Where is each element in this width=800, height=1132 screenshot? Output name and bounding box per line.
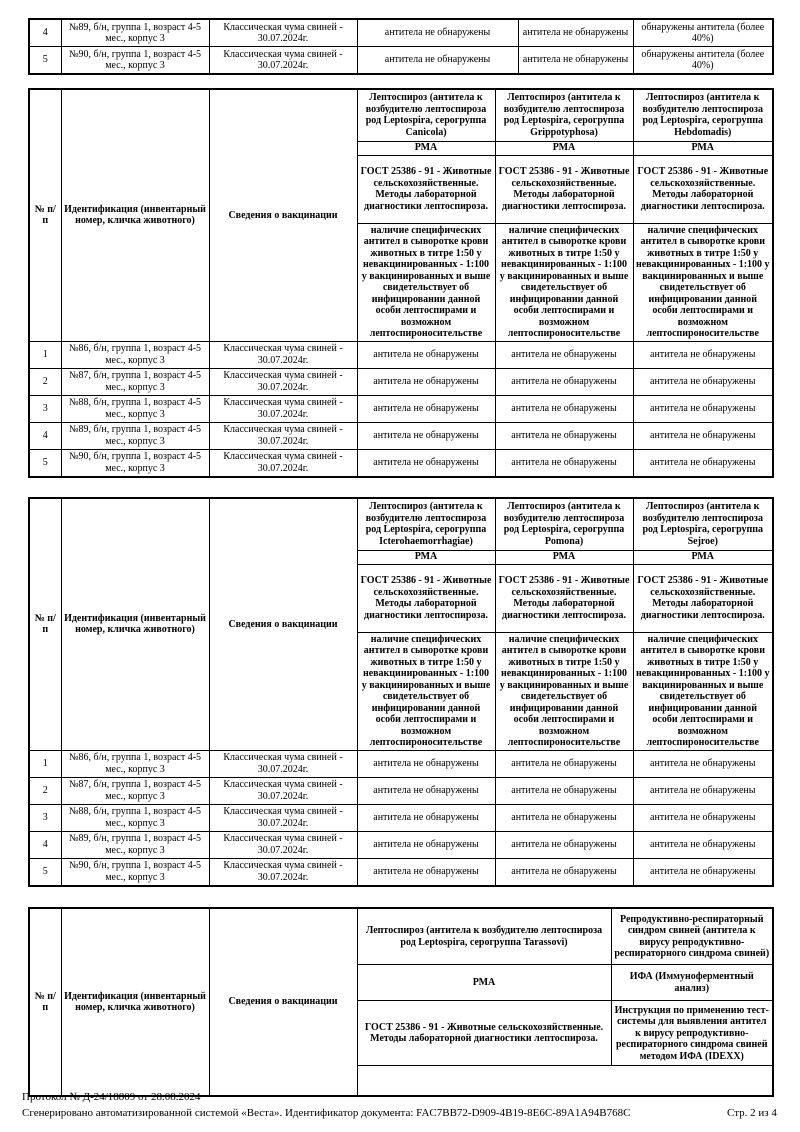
row-number: 2 [29,777,61,804]
result: антитела не обнаружены [495,395,633,422]
result: антитела не обнаружены [495,831,633,858]
result: антитела не обнаружены [633,449,773,477]
header-number: № п/п [29,89,61,341]
row-number: 4 [29,422,61,449]
tarassovi-prrs-table [28,907,774,1097]
table-row [29,804,773,831]
animal-id: №86, б/н, группа 1, возраст 4-5 мес., корпус 3 [61,750,209,777]
method: РМА [633,141,773,155]
criterion: наличие специфических антител в сыворотке крови животных в титре 1:50 у невакцинированных - 1:100 у вакцинированных и выше свидетельствует об инфицировании данной особи лептоспирами и возможном лептоспироносительстве [633,632,773,750]
result: антитела не обнаружены [495,858,633,886]
vaccination: Классическая чума свиней - 30.07.2024г. [209,368,357,395]
result: антитела не обнаружены [357,449,495,477]
method: РМА [495,550,633,564]
animal-id: №90, б/н, группа 1, возраст 4-5 мес., корпус 3 [61,47,209,75]
result: антитела не обнаружены [357,19,518,47]
vaccination: Классическая чума свиней - 30.07.2024г. [209,395,357,422]
header-vaccination: Сведения о вакцинации [209,498,357,750]
disease-header: Репродуктивно-респираторный синдром свиней (антитела к вирусу репродуктивно-респираторного синдрома свиней) [611,908,773,965]
row-number: 4 [29,19,61,47]
vaccination: Классическая чума свиней - 30.07.2024г. [209,449,357,477]
method: РМА [495,141,633,155]
header-identification: Идентификация (инвентарный номер, кличка животного) [61,908,209,1096]
disease-header: Лептоспироз (антитела к возбудителю лептоспироза род Leptospira, серогруппа Tarassovi) [357,908,611,965]
result: антитела не обнаружены [357,395,495,422]
animal-id: №87, б/н, группа 1, возраст 4-5 мес., корпус 3 [61,368,209,395]
result: антитела не обнаружены [357,368,495,395]
standard: ГОСТ 25386 - 91 - Животные сельскохозяйственные. Методы лабораторной диагностики лептоспироза. [357,564,495,632]
vaccination: Классическая чума свиней - 30.07.2024г. [209,750,357,777]
method: РМА [633,550,773,564]
header-vaccination: Сведения о вакцинации [209,89,357,341]
result: антитела не обнаружены [495,341,633,368]
animal-id: №89, б/н, группа 1, возраст 4-5 мес., корпус 3 [61,422,209,449]
result: антитела не обнаружены [495,368,633,395]
animal-id: №90, б/н, группа 1, возраст 4-5 мес., корпус 3 [61,449,209,477]
row-number: 4 [29,831,61,858]
result: антитела не обнаружены [357,47,518,75]
row-number: 5 [29,858,61,886]
leptospirosis-table-2 [28,497,774,887]
result: антитела не обнаружены [495,750,633,777]
table-row [29,831,773,858]
table-row [29,395,773,422]
result: антитела не обнаружены [357,831,495,858]
disease-header: Лептоспироз (антитела к возбудителю лептоспироза род Leptospira, серогруппа Hebdomadis) [633,89,773,141]
result: антитела не обнаружены [633,395,773,422]
result: антитела не обнаружены [633,831,773,858]
disease-header: Лептоспироз (антитела к возбудителю лептоспироза род Leptospira, серогруппа Sejroe) [633,498,773,550]
result: антитела не обнаружены [495,449,633,477]
header-identification: Идентификация (инвентарный номер, кличка животного) [61,89,209,341]
criterion: наличие специфических антител в сыворотке крови животных в титре 1:50 у невакцинированных - 1:100 у вакцинированных и выше свидетельствует об инфицировании данной особи лептоспирами и возможном лептоспироносительстве [357,632,495,750]
result: обнаружены антитела (более 40%) [633,19,773,47]
table-row [29,422,773,449]
generated-note: Сгенерировано автоматизированной системой «Веста». Идентификатор документа: FAC7BB72-D909-4B19-8E6C-89A1A94B768C [22,1107,631,1119]
disease-header: Лептоспироз (антитела к возбудителю лептоспироза род Leptospira, серогруппа Grippotyphosa) [495,89,633,141]
animal-id: №88, б/н, группа 1, возраст 4-5 мес., корпус 3 [61,804,209,831]
header-vaccination: Сведения о вакцинации [209,908,357,1096]
result: антитела не обнаружены [495,804,633,831]
protocol-number: Протокол № Д-24/18809 от 28.08.2024 [22,1091,201,1103]
result: антитела не обнаружены [633,750,773,777]
method: РМА [357,141,495,155]
result: антитела не обнаружены [633,341,773,368]
header-number: № п/п [29,498,61,750]
vaccination: Классическая чума свиней - 30.07.2024г. [209,831,357,858]
method: ИФА (Иммуноферментный анализ) [611,965,773,1001]
result: антитела не обнаружены [357,777,495,804]
vaccination: Классическая чума свиней - 30.07.2024г. [209,777,357,804]
row-number: 1 [29,341,61,368]
result: антитела не обнаружены [357,750,495,777]
row-number: 3 [29,804,61,831]
vaccination: Классическая чума свиней - 30.07.2024г. [209,858,357,886]
row-number: 3 [29,395,61,422]
standard: ГОСТ 25386 - 91 - Животные сельскохозяйственные. Методы лабораторной диагностики лептоспироза. [633,564,773,632]
method: РМА [357,965,611,1001]
leptospirosis-table-1 [28,88,774,478]
standard: Инструкция по применению тест-системы для выявления антител к вирусу репродуктивно-респираторного синдрома свиней методом ИФА (IDEXX) [611,1001,773,1066]
result: антитела не обнаружены [357,422,495,449]
result: антитела не обнаружены [518,19,633,47]
disease-header: Лептоспироз (антитела к возбудителю лептоспироза род Leptospira, серогруппа Pomona) [495,498,633,550]
table-row [29,341,773,368]
table-row [29,858,773,886]
table-row [29,777,773,804]
animal-id: №90, б/н, группа 1, возраст 4-5 мес., корпус 3 [61,858,209,886]
criterion: наличие специфических антител в сыворотке крови животных в титре 1:50 у невакцинированных - 1:100 у вакцинированных и выше свидетельствует об инфицировании данной особи лептоспирами и возможном лептоспироносительстве [495,632,633,750]
row-number: 2 [29,368,61,395]
criterion: наличие специфических антител в сыворотке крови животных в титре 1:50 у невакцинированных - 1:100 у вакцинированных и выше свидетельствует об инфицировании данной особи лептоспирами и возможном лептоспироносительстве [357,223,495,341]
result: антитела не обнаружены [495,777,633,804]
criterion: наличие специфических антител в сыворотке крови животных в титре 1:50 у невакцинированных - 1:100 у вакцинированных и выше свидетельствует об инфицировании данной особи лептоспирами и возможном лептоспироносительстве [633,223,773,341]
results-table-fragment [28,18,774,75]
standard: ГОСТ 25386 - 91 - Животные сельскохозяйственные. Методы лабораторной диагностики лептоспироза. [495,564,633,632]
animal-id: №89, б/н, группа 1, возраст 4-5 мес., корпус 3 [61,19,209,47]
vaccination: Классическая чума свиней - 30.07.2024г. [209,422,357,449]
result: антитела не обнаружены [633,368,773,395]
standard: ГОСТ 25386 - 91 - Животные сельскохозяйственные. Методы лабораторной диагностики лептоспироза. [495,155,633,223]
result: антитела не обнаружены [518,47,633,75]
animal-id: №89, б/н, группа 1, возраст 4-5 мес., корпус 3 [61,831,209,858]
row-number: 1 [29,750,61,777]
vaccination: Классическая чума свиней - 30.07.2024г. [209,341,357,368]
vaccination: Классическая чума свиней - 30.07.2024г. [209,19,357,47]
standard: ГОСТ 25386 - 91 - Животные сельскохозяйственные. Методы лабораторной диагностики лептоспироза. [357,1001,611,1066]
result: обнаружены антитела (более 40%) [633,47,773,75]
vaccination: Классическая чума свиней - 30.07.2024г. [209,47,357,75]
row-number: 5 [29,47,61,75]
result: антитела не обнаружены [633,777,773,804]
result: антитела не обнаружены [633,858,773,886]
animal-id: №87, б/н, группа 1, возраст 4-5 мес., корпус 3 [61,777,209,804]
page-number: Стр. 2 из 4 [727,1107,777,1119]
result: антитела не обнаружены [357,341,495,368]
result: антитела не обнаружены [357,858,495,886]
header-identification: Идентификация (инвентарный номер, кличка животного) [61,498,209,750]
standard: ГОСТ 25386 - 91 - Животные сельскохозяйственные. Методы лабораторной диагностики лептоспироза. [357,155,495,223]
header-number: № п/п [29,908,61,1096]
vaccination: Классическая чума свиней - 30.07.2024г. [209,804,357,831]
empty-cell [357,1066,773,1096]
disease-header: Лептоспироз (антитела к возбудителю лептоспироза род Leptospira, серогруппа Canicola) [357,89,495,141]
result: антитела не обнаружены [495,422,633,449]
criterion: наличие специфических антител в сыворотке крови животных в титре 1:50 у невакцинированных - 1:100 у вакцинированных и выше свидетельствует об инфицировании данной особи лептоспирами и возможном лептоспироносительстве [495,223,633,341]
table-row [29,19,773,47]
animal-id: №86, б/н, группа 1, возраст 4-5 мес., корпус 3 [61,341,209,368]
table-row [29,368,773,395]
disease-header: Лептоспироз (антитела к возбудителю лептоспироза род Leptospira, серогруппа Icterohaemorrhagiae) [357,498,495,550]
animal-id: №88, б/н, группа 1, возраст 4-5 мес., корпус 3 [61,395,209,422]
row-number: 5 [29,449,61,477]
table-row [29,47,773,75]
result: антитела не обнаружены [633,804,773,831]
result: антитела не обнаружены [357,804,495,831]
standard: ГОСТ 25386 - 91 - Животные сельскохозяйственные. Методы лабораторной диагностики лептоспироза. [633,155,773,223]
table-row [29,750,773,777]
result: антитела не обнаружены [633,422,773,449]
method: РМА [357,550,495,564]
table-row [29,449,773,477]
